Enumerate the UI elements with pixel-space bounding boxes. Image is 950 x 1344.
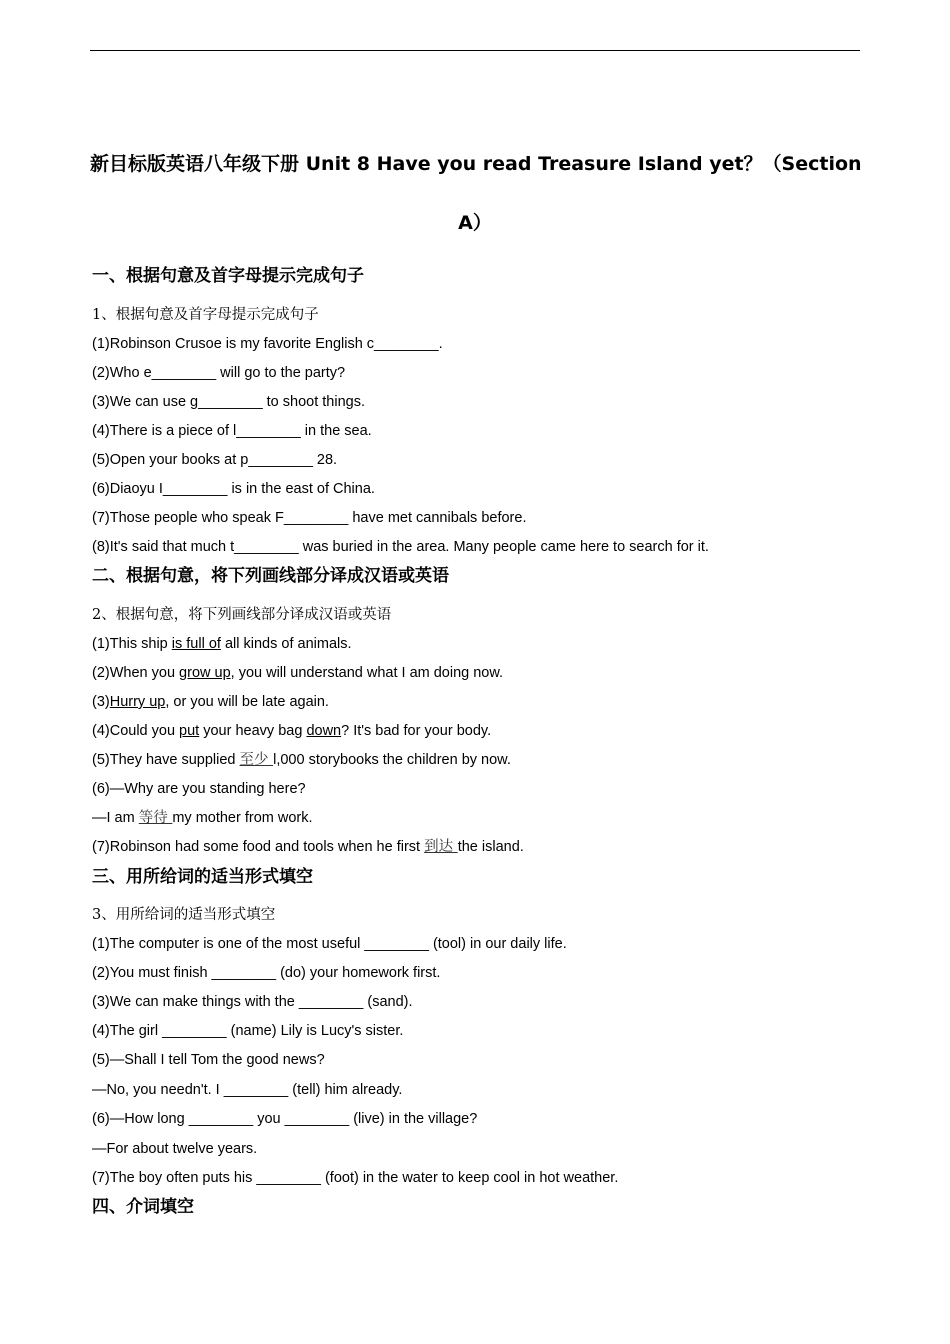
text: all kinds of animals.	[220, 636, 352, 652]
text: ? It's bad for your body.	[341, 723, 492, 739]
question-1-5: (5)Open your books at p________ 28.	[92, 452, 338, 468]
question-3-7: (7)The boy often puts his ________ (foot) in the water to keep cool in hot weather.	[92, 1170, 619, 1186]
text: (3)	[92, 694, 110, 710]
underlined-phrase: down	[306, 723, 342, 739]
underlined-phrase: Hurry up	[109, 694, 166, 710]
question-2-3	[92, 692, 329, 712]
section-subheading-3: 3、用所给词的适当形式填空	[92, 907, 276, 923]
underlined-phrase: grow up	[179, 665, 231, 681]
question-3-5-reply: —No, you needn't. I ________ (tell) him already.	[92, 1082, 403, 1098]
section-subheading-1: 1、根据句意及首字母提示完成句子	[92, 307, 319, 323]
document-title: 新目标版英语八年级下册 Unit 8 Have you read Treasure Island yet？（Section	[90, 153, 862, 175]
text: l,000 storybooks the children by now.	[273, 752, 511, 768]
text: the island.	[457, 839, 524, 855]
text: (4)Could you	[92, 723, 180, 739]
text: —I am	[92, 810, 139, 826]
underlined-phrase: is full of	[171, 636, 221, 652]
text: (5)They have supplied	[92, 752, 240, 768]
question-3-2: (2)You must finish ________ (do) your homework first.	[92, 965, 441, 981]
question-1-1: (1)Robinson Crusoe is my favorite English c________.	[92, 336, 443, 352]
underlined-phrase: put	[179, 723, 200, 739]
question-1-3: (3)We can use g________ to shoot things.	[92, 394, 366, 410]
section-heading-2: 二、根据句意，将下列画线部分译成汉语或英语	[92, 566, 449, 586]
question-1-2: (2)Who e________ will go to the party?	[92, 365, 346, 381]
text: (7)Robinson had some food and tools when he first	[92, 839, 425, 855]
text: (6)—Why are you standing here?	[92, 781, 306, 797]
header-rule	[90, 50, 860, 51]
underlined-phrase: 至少	[239, 752, 274, 768]
document-title-continued: A）	[458, 212, 492, 234]
question-3-6-reply: —For about twelve years.	[92, 1141, 258, 1157]
question-2-4	[92, 721, 491, 741]
question-2-1	[92, 634, 352, 654]
question-2-6-reply	[92, 808, 313, 828]
text: (1)This ship	[92, 636, 172, 652]
question-1-4: (4)There is a piece of l________ in the sea.	[92, 423, 372, 439]
question-3-6: (6)—How long ________ you ________ (live) in the village?	[92, 1111, 478, 1127]
question-3-3: (3)We can make things with the ________ (sand).	[92, 994, 413, 1010]
question-2-2	[92, 663, 503, 683]
text: (2)When you	[92, 665, 180, 681]
section-heading-1: 一、根据句意及首字母提示完成句子	[92, 266, 364, 286]
question-2-7	[92, 837, 524, 857]
question-1-8: (8)It's said that much t________ was buried in the area. Many people came here to search for it.	[92, 539, 709, 555]
text: , or you will be late again.	[165, 694, 329, 710]
question-1-6: (6)Diaoyu I________ is in the east of China.	[92, 481, 375, 497]
question-1-7: (7)Those people who speak F________ have met cannibals before.	[92, 510, 527, 526]
question-2-6	[92, 779, 306, 799]
text: , you will understand what I am doing now.	[230, 665, 504, 681]
section-heading-4: 四、介词填空	[92, 1197, 194, 1217]
text: my mother from work.	[172, 810, 313, 826]
question-2-5	[92, 750, 511, 770]
question-3-4: (4)The girl ________ (name) Lily is Lucy's sister.	[92, 1023, 404, 1039]
question-3-1: (1)The computer is one of the most useful ________ (tool) in our daily life.	[92, 936, 567, 952]
section-heading-3: 三、用所给词的适当形式填空	[92, 867, 313, 887]
text: your heavy bag	[199, 723, 307, 739]
underlined-phrase: 等待	[138, 810, 173, 826]
section-subheading-2: 2、根据句意，将下列画线部分译成汉语或英语	[92, 607, 392, 623]
underlined-phrase: 到达	[424, 839, 458, 855]
question-3-5: (5)—Shall I tell Tom the good news?	[92, 1052, 325, 1068]
